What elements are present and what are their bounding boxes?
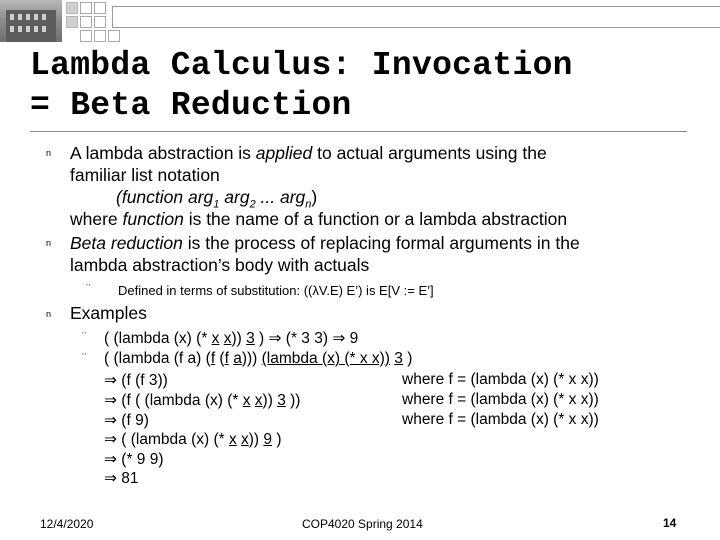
example-1: ( (lambda (x) (* x x)) 3 ) ⇒ (* 3 3) ⇒ 9 xyxy=(104,330,359,347)
where-note-2: where f = (lambda (x) (* x x)) xyxy=(402,391,599,408)
sub-bullet-marker: ¨ xyxy=(82,350,87,366)
bullet-2-line-1: Beta reduction is the process of replacing formal arguments in the xyxy=(70,233,580,253)
bullet-3-examples: Examples xyxy=(70,303,147,323)
where-note-1: where f = (lambda (x) (* x x)) xyxy=(402,371,599,388)
slide-number: 14 xyxy=(663,516,677,530)
sub-bullet-substitution: Defined in terms of substitution: ((λV.E) E’) is E[V := E’] xyxy=(118,283,434,298)
example-2: ( (lambda (f a) (f (f a))) (lambda (x) (* x x)) 3 ) xyxy=(104,350,413,367)
sub-bullet-marker: ¨ xyxy=(82,329,87,345)
title-rule xyxy=(30,131,687,132)
reduction-step-4: ⇒ ( (lambda (x) (* x x)) 9 ) xyxy=(104,431,282,448)
reduction-step-3: ⇒ (f 9) xyxy=(104,412,149,429)
sub-bullet-marker: ¨ xyxy=(86,281,91,297)
where-note-3: where f = (lambda (x) (* x x)) xyxy=(402,411,599,428)
reduction-step-5: ⇒ (* 9 9) xyxy=(104,451,164,468)
bullet-1-line-1: A lambda abstraction is applied to actual arguments using the xyxy=(70,143,547,163)
bullet-1-line-4: where function is the name of a function or a lambda abstraction xyxy=(70,209,568,229)
bullet-marker: n xyxy=(46,148,52,158)
bullet-marker: n xyxy=(46,309,52,319)
header-bar xyxy=(112,6,720,28)
reduction-step-2: ⇒ (f ( (lambda (x) (* x x)) 3 )) xyxy=(104,392,301,409)
slide-title: Lambda Calculus: Invocation = Beta Reduction xyxy=(30,47,573,124)
footer-date: 12/4/2020 xyxy=(40,517,94,531)
reduction-step-6: ⇒ 81 xyxy=(104,470,139,487)
bullet-marker: n xyxy=(46,238,52,248)
bullet-1-line-2: familiar list notation xyxy=(70,165,220,185)
reduction-step-1: ⇒ (f (f 3)) xyxy=(104,372,168,389)
footer-course: COP4020 Spring 2014 xyxy=(302,517,423,531)
bullet-2-line-2: lambda abstraction’s body with actuals xyxy=(70,255,370,275)
bullet-1-line-3: (function arg$_1$ arg$_2$ ... arg$_n$) xyxy=(116,187,318,211)
